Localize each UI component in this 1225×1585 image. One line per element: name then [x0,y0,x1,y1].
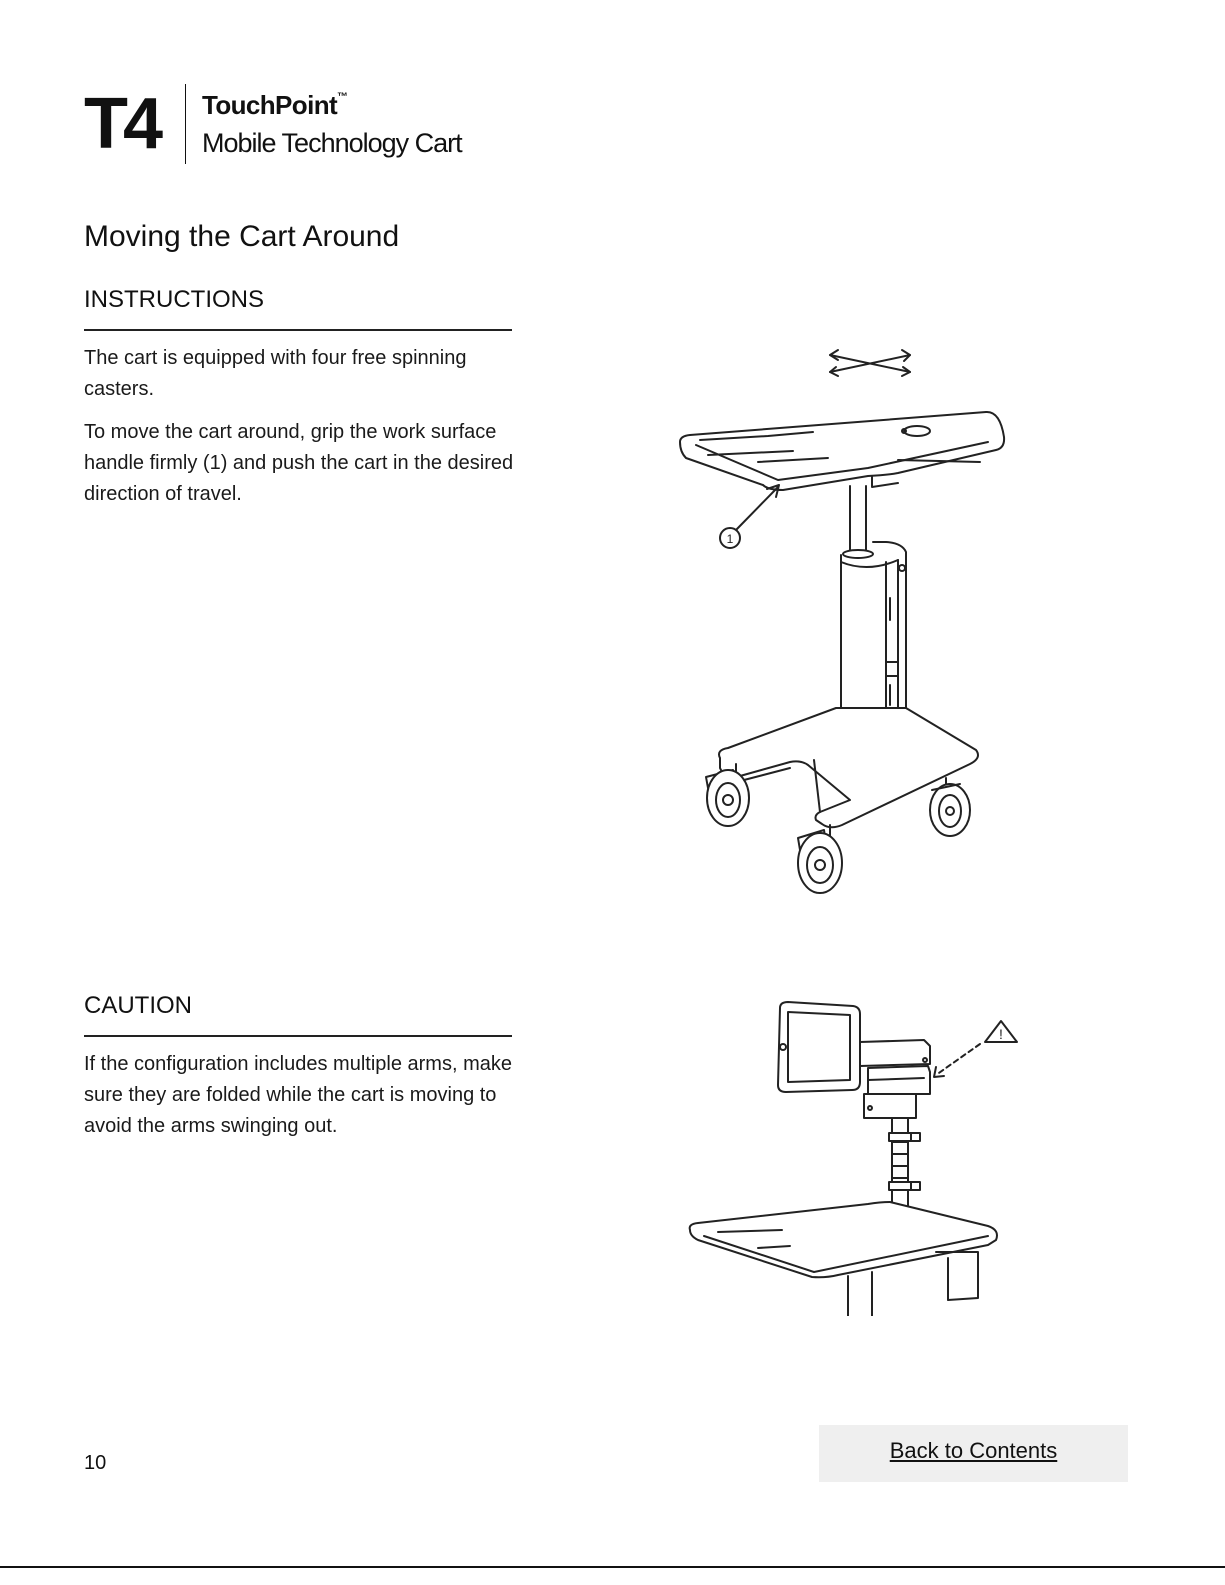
cart-illustration [568,290,1128,960]
bottom-divider [0,1566,1225,1568]
caution-heading: CAUTION [84,992,192,1019]
instructions-heading: INSTRUCTIONS [84,286,264,313]
logo-mark: T4 [84,84,159,164]
logo-brand [202,90,347,121]
instructions-divider [84,329,512,331]
arms-illustration [568,990,1128,1316]
caster-back-right [930,778,970,836]
back-to-contents-box[interactable] [819,1425,1128,1482]
instructions-paragraph-1: The cart is equipped with four free spinning casters. [84,347,467,400]
warning-glyph: ! [999,1026,1003,1042]
callout-number: 1 [726,532,734,546]
caution-paragraph: If the configuration includes multiple arms, make sure they are folded while the cart is moving to avoid the arms swinging out. [84,1053,512,1137]
warning-triangle-icon [934,1021,1017,1077]
monitor-arm [860,1040,930,1118]
page-number: 10 [84,1452,107,1474]
trademark-symbol: ™ [337,91,348,103]
page-title: Moving the Cart Around [84,220,400,253]
logo-divider [185,84,186,164]
caution-divider [84,1035,512,1037]
work-surface [680,412,1004,490]
work-surface [690,1202,997,1316]
callout-badge [720,528,740,548]
instructions-paragraph-2: To move the cart around, grip the work surface handle firmly (1) and push the cart in the desired direction of travel. [84,421,514,505]
tablet-holder [778,1002,860,1092]
back-to-contents-link[interactable]: Back to Contents [889,1438,1058,1463]
logo-product-name: Mobile Technology Cart [202,128,462,158]
caster-front-right [798,825,842,893]
logo-brand-text: TouchPoint [202,90,338,120]
callout-arrow-icon [736,485,779,530]
move-arrows-icon [830,350,910,376]
